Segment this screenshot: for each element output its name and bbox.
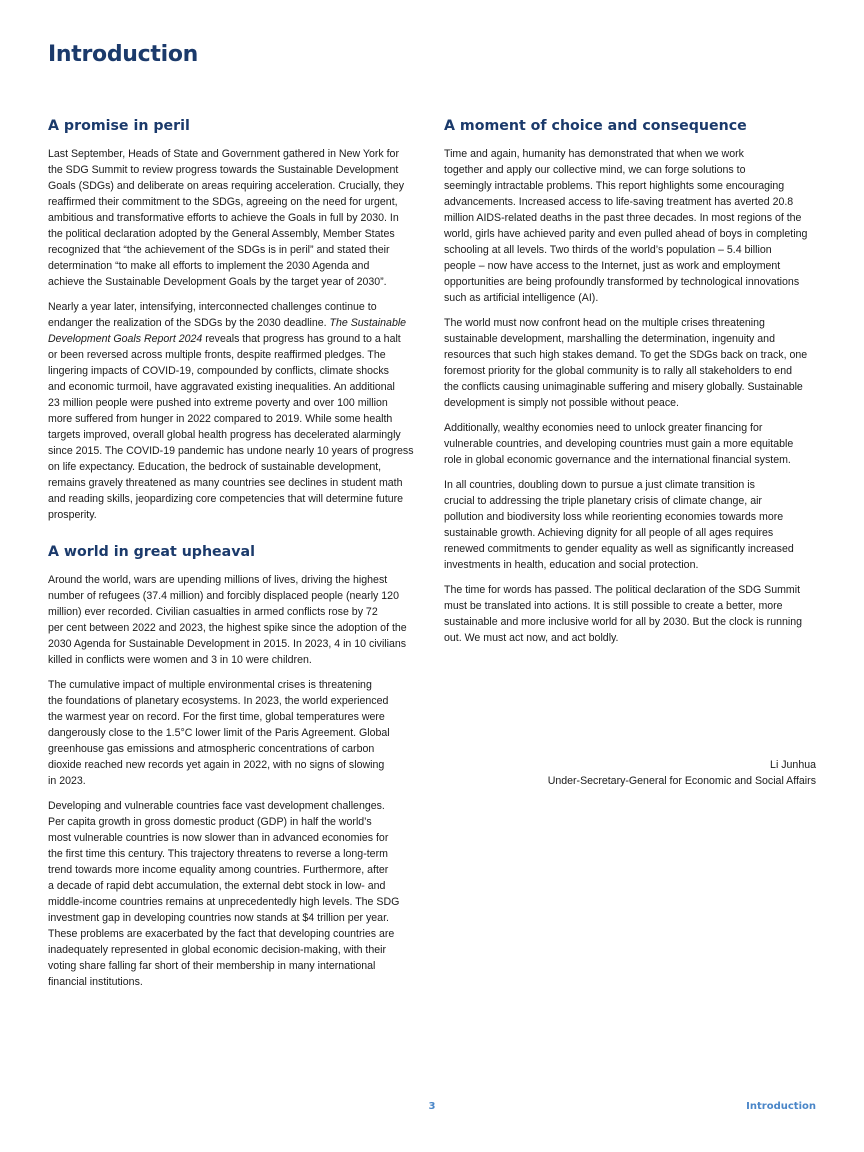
page-title: Introduction [48, 42, 199, 67]
page-number: 3 [428, 1101, 436, 1112]
report-title-italic: The Sustainable Development Goals Report 2024 [48, 317, 407, 345]
signatory-name: Li Junhua [770, 759, 816, 771]
paragraph: The world must now confront head on the multiple crises threatening sustainable development, marshalling the determination, ingenuity and resources that such high stakes demand. To get the SDGs back on track, one foremost priority for the global community is to rally all stakeholders to end the conflicts causing unimaginable suffering and misery globally. Sustainable development is simply not possible without peace. [444, 317, 808, 409]
section-heading-promise-in-peril: A promise in peril [48, 118, 190, 134]
paragraph-text: Nearly a year later, intensifying, interconnected challenges continue to endanger the realization of the SDGs by the 2030 deadline. [48, 301, 377, 329]
paragraph: Time and again, humanity has demonstrated that when we work together and apply our collective mind, we can forge solutions to seemingly intractable problems. This report highlights some encouraging advancements. Increased access to life-saving treatment has averted 20.8 million AIDS-related deaths in the past three decades. In most regions of the world, girls have achieved parity and even pulled ahead of boys in completing schooling at all levels. Two thirds of the world’s population – 5.4 billion people – now have access to the Internet, just as work and employment opportunities are being profoundly transformed by technological innovations such as artificial intelligence (AI). [444, 148, 808, 304]
signature-block [416, 757, 816, 789]
paragraph-text: reveals that progress has ground to a halt or been reversed across multiple fronts, despite reaffirmed pledges. The lingering impacts of COVID-19, compounded by conflicts, climate shocks and economic turmoil, have aggravated existing inequalities. An additional 23 million people were pushed into extreme poverty and over 100 million more suffered from hunger in 2022 compared to 2019. While some health targets improved, overall global health progress has decelerated alarmingly since 2015. The COVID-19 pandemic has undone nearly 10 years of progress on life expectancy. Education, the bedrock of sustainable development, remains gravely threatened as many countries see declines in student math and reading skills, jeopardizing core competencies that will determine future prosperity. [48, 333, 414, 521]
paragraph: Around the world, wars are upending millions of lives, driving the highest number of refugees (37.4 million) and forcibly displaced people (nearly 120 million) ever recorded. Civilian casualties in armed conflicts rose by 72 per cent between 2022 and 2023, the highest spike since the adoption of the 2030 Agenda for Sustainable Development in 2015. In 2023, 4 in 10 civilians killed in conflicts were women and 3 in 10 were children. [48, 574, 407, 666]
left-column [48, 116, 420, 999]
paragraph: The cumulative impact of multiple environmental crises is threatening the foundations of planetary ecosystems. In 2023, the world experienced the warmest year on record. For the first time, global temperatures were dangerously close to the 1.5°C lower limit of the Paris Agreement. Global greenhouse gas emissions and atmospheric concentrations of carbon dioxide reached new records yet again in 2022, with no signs of slowing in 2023. [48, 679, 390, 787]
paragraph: Last September, Heads of State and Government gathered in New York for the SDG Summit to review progress towards the Sustainable Development Goals (SDGs) and deliberate on areas requiring acceleration. Crucially, they reaffirmed their commitment to the SDGs, agreeing on the need for urgent, ambitious and transformative efforts to achieve the Goals in full by 2030. In the political declaration adopted by the General Assembly, Member States recognized that “the achievement of the SDGs is in peril” and stated their determination “to make all efforts to implement the 2030 Agenda and achieve the Sustainable Development Goals by the target year of 2030”. [48, 148, 405, 288]
footer-section-label: Introduction [746, 1101, 816, 1112]
signatory-title: Under-Secretary-General for Economic and Social Affairs [547, 775, 816, 787]
paragraph: Developing and vulnerable countries face vast development challenges. Per capita growth in gross domestic product (GDP) in half the world’s most vulnerable countries is now slower than in advanced economies for the first time this century. This trajectory threatens to reverse a long-term trend towards more income equality among countries. Furthermore, after a decade of rapid debt accumulation, the external debt stock in low- and middle-income countries remains at unprecedentedly high levels. The SDG investment gap in developing countries now stands at $4 trillion per year. These problems are exacerbated by the fact that developing countries are inadequately represented in global economic decision-making, with their voting share falling far short of their membership in many international financial institutions. [48, 800, 400, 988]
paragraph: The time for words has passed. The political declaration of the SDG Summit must be translated into actions. It is still possible to create a better, more sustainable and more inclusive world for all by 2030. But the clock is running out. We must act now, and act boldly. [444, 584, 803, 644]
section-heading-moment-of-choice: A moment of choice and consequence [444, 118, 747, 134]
section-heading-world-in-upheaval: A world in great upheaval [48, 544, 255, 560]
paragraph: In all countries, doubling down to pursue a just climate transition is crucial to addressing the triple planetary crisis of climate change, air pollution and biodiversity loss while reorienting economies towards more sustainable growth. Achieving dignity for all people of all ages requires renewed commitments to gender equality as well as significantly increased investments in health, education and social protection. [444, 479, 794, 571]
paragraph [48, 299, 420, 523]
paragraph: Additionally, wealthy economies need to unlock greater financing for vulnerable countries, and developing countries must gain a more equitable role in global economic governance and the international financial system. [444, 422, 794, 466]
right-column [444, 116, 817, 655]
